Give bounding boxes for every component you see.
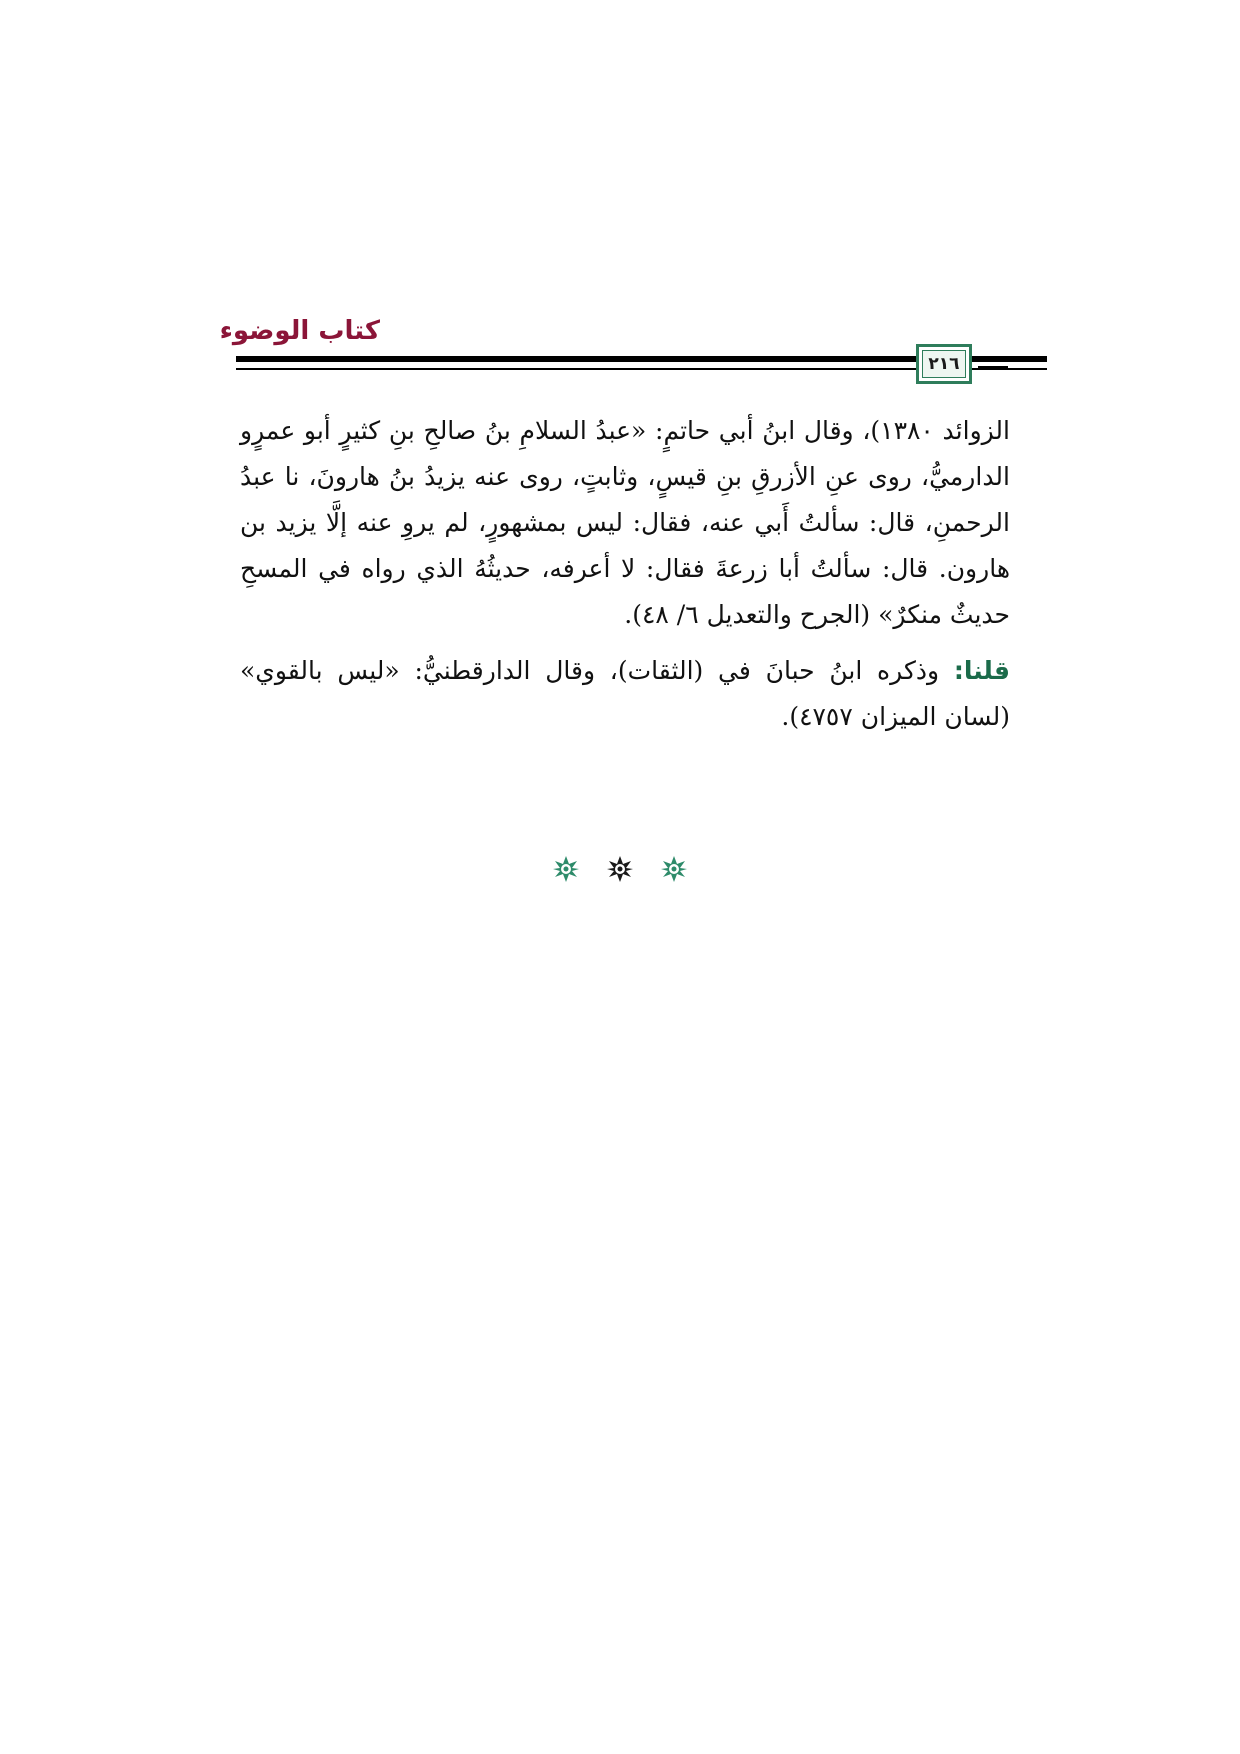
paragraph-2-text: وذكره ابنُ حبانَ في (الثقات)، وقال الدارقطنيُّ: «ليس بالقوي» (لسان الميزان ٤٧٥٧). <box>240 656 1010 731</box>
paragraph-1: الزوائد ١٣٨٠)، وقال ابنُ أبي حاتمٍ: «عبدُ السلامِ بنُ صالحِ بنِ كثيرٍ أبو عمرٍو الدارميُّ، روى عنِ الأزرقِ بنِ قيسٍ، وثابتٍ، روى عنه يزيدُ بنُ هارونَ، نا عبدُ الرحمنِ، قال: سألتُ أَبي عنه، فقال: ليس بمشهورٍ، لم يروِ عنه إلَّا يزيد بن هارون. قال: سألتُ أبا زرعةَ فقال: لا أعرفه، حديثُهُ الذي رواه في المسحِ حديثٌ منكرٌ» (الجرح والتعديل ٦/ ٤٨). <box>240 416 1011 629</box>
header-rule-short-bottom <box>978 366 1008 369</box>
lead-word: قلنا: <box>953 656 1010 685</box>
section-end-ornaments <box>0 856 1240 882</box>
star-ornament-icon <box>607 856 633 882</box>
page-number-badge <box>916 344 972 384</box>
header-rule-short-top <box>978 357 1008 360</box>
star-ornament-icon <box>661 856 687 882</box>
book-title: كتاب الوضوء <box>219 316 380 346</box>
body-text <box>240 408 1010 750</box>
paragraph-2 <box>240 648 1010 740</box>
page-number: ٢١٦ <box>922 350 966 378</box>
star-ornament-icon <box>553 856 579 882</box>
